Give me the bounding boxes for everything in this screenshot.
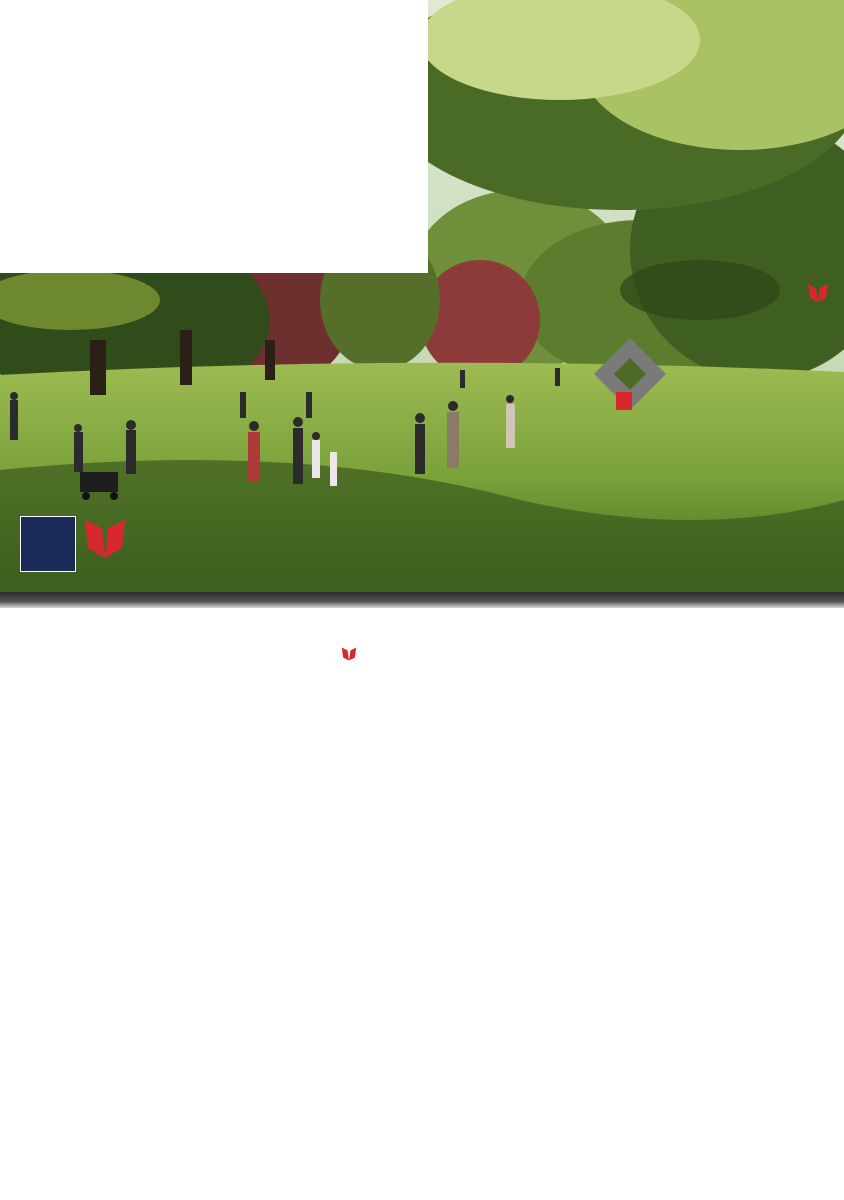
grugapark-tulip-logo-icon <box>82 514 128 574</box>
page-fold-divider <box>0 592 844 608</box>
upcoming-events-panel <box>0 0 428 273</box>
stadt-essen-logo <box>20 516 76 572</box>
tulip-icon <box>806 282 830 304</box>
tulip-icon <box>340 646 358 662</box>
sculpture-illustration <box>592 336 668 412</box>
